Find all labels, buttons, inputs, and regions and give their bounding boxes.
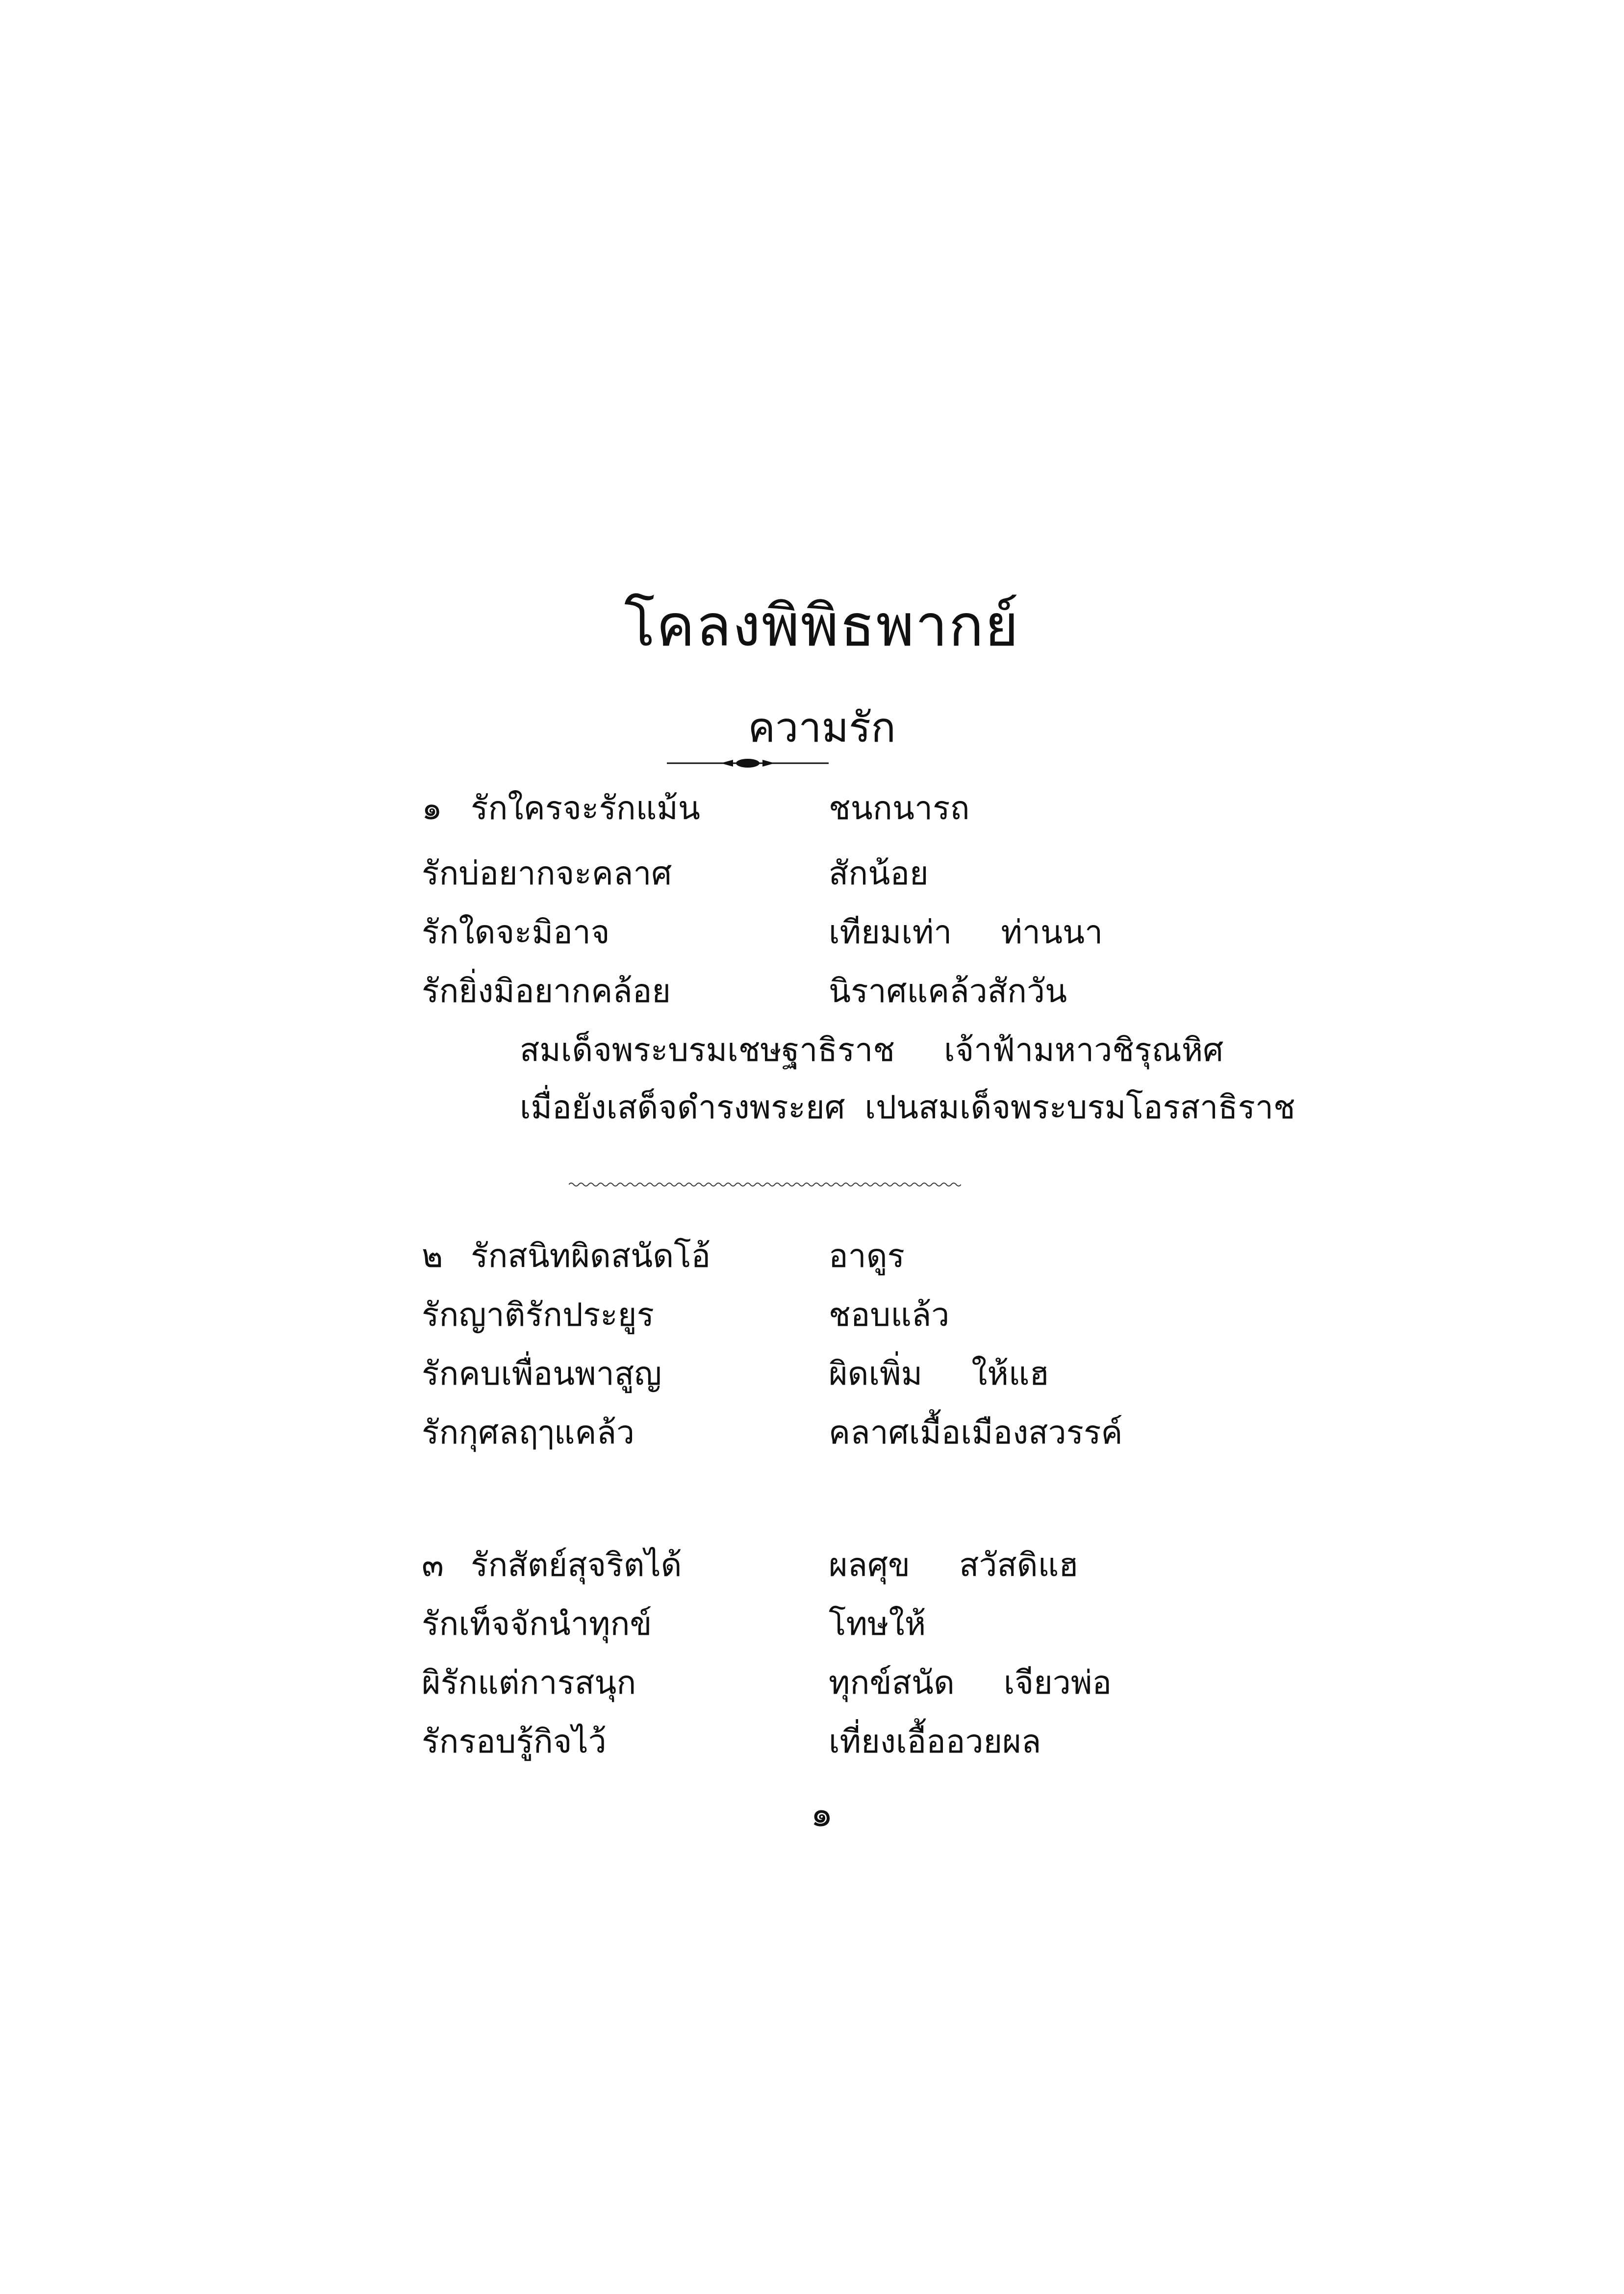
verse-line: ๒ รักสนิทผิดสนัดโอ้	[422, 1230, 710, 1282]
verse-line: ชอบแล้ว	[829, 1296, 950, 1334]
wavy-divider-icon	[569, 1180, 961, 1189]
verse-line: ทุกข์สนัด เจียวพ่อ	[829, 1664, 1112, 1701]
stanza-number: ๓	[422, 1546, 444, 1584]
verse-line: รักเท็จจักนำทุกข์	[422, 1605, 652, 1643]
stanza-number: ๒	[422, 1237, 443, 1275]
verse-line: ผิรักแต่การสนุก	[422, 1664, 636, 1701]
verse-line: ผลศุข สวัสดิแฮ	[829, 1546, 1079, 1584]
attribution-line: สมเด็จพระบรมเชษฐาธิราช เจ้าฟ้ามหาวชิรุณหิศ	[520, 1031, 1224, 1069]
section-title: ความรัก	[748, 703, 896, 751]
verse-line: เที่ยงเอื้ออวยผล	[829, 1723, 1041, 1760]
stanza-number: ๑	[422, 789, 442, 827]
verse-line: รักบ่อยากจะคลาศ	[422, 854, 672, 892]
page-number: ๑	[811, 1793, 833, 1834]
verse-line: เทียมเท่า ท่านนา	[829, 913, 1103, 951]
verse-line: ๓ รักสัตย์สุจริตได้	[422, 1539, 682, 1591]
attribution-line: เมื่อยังเสด็จดำรงพระยศ เปนสมเด็จพระบรมโอรสาธิราช	[520, 1088, 1295, 1126]
verse-line: นิราศแคล้วสักวัน	[829, 972, 1067, 1010]
verse-line: สักน้อย	[829, 854, 929, 892]
verse-line: รักกุศลฤๅแคล้ว	[422, 1414, 635, 1451]
verse-line: ผิดเพิ่ม ให้แฮ	[829, 1355, 1049, 1392]
verse-line: คลาศเมื้อเมืองสวรรค์	[829, 1414, 1123, 1451]
verse-line: รักคบเพื่อนพาสูญ	[422, 1355, 662, 1392]
page-title: โคลงพิพิธพากย์	[624, 592, 1020, 659]
verse-line: อาดูร	[829, 1237, 905, 1275]
verse-line: รักรอบรู้กิจไว้	[422, 1723, 607, 1760]
verse-line: ชนกนารถ	[829, 789, 970, 827]
verse-line: โทษให้	[829, 1605, 926, 1643]
verse-line: รักยิ่งมิอยากคล้อย	[422, 972, 671, 1010]
verse-line: รักญาติรักประยูร	[422, 1296, 654, 1334]
verse-line: ๑ รักใครจะรักแม้น	[422, 782, 700, 834]
ornament-divider-icon	[667, 754, 829, 772]
verse-line: รักใดจะมิอาจ	[422, 913, 610, 951]
